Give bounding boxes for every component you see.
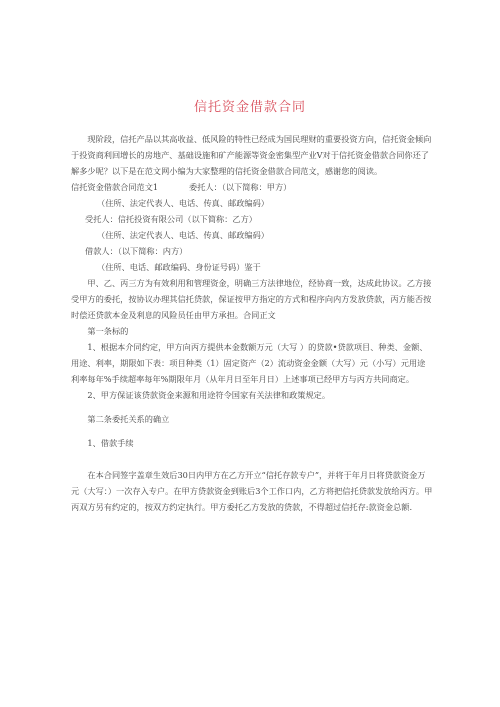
borrower-info: （住所、电话、邮政编码、身份证号码）鉴于 xyxy=(97,262,261,272)
article2-heading: 第二条委托关系的确立 xyxy=(87,414,170,424)
spacer xyxy=(71,403,433,411)
spacer xyxy=(71,451,433,459)
borrower-label: 借款人：（以下简称：内方） xyxy=(85,246,188,256)
article1-heading: 第一条标的 xyxy=(87,326,129,336)
sample-title: 信托资金借款合同范文1 xyxy=(71,182,159,192)
spacer xyxy=(71,427,433,435)
recital-paragraph: 甲、乙、丙三方为有效利用和管理资金，明确三方法律地位，经协商一致，达成此协议。乙方接受甲方的委托，按协议办理其信托贷款，保证按甲方指定的方式和程序向内方发放贷款，丙方能否按时偿还贷款本金及利息的风险员任由甲方承担。合同正文 xyxy=(71,278,432,320)
article1-item1: 1、根据本介同约定，甲方向丙方提供本金数额万元（大写 ）的贷款•贷款项目、种类、金额、用途、利率，期限如下表：项目种类（1）固定资产（2）流动资金金额（大写）元（小写）元用途利率每年%手续超率每年%期限年月（从年月日至年月日）上述事项已经甲方与丙方共同商定。 xyxy=(71,342,428,384)
trustee-info: （住所、法定代表人、电话、传真、邮政编码） xyxy=(97,230,269,240)
article2-body: 在本合同签字盖章生效后30日内甲方在乙方开立“信托存款专户”，并将于年月日将贷款资金万元（大写：）一次存入专户。在甲方贷款资金到账后3个工作口内，乙方将把信托贷款发放给丙方。甲丙双方另有约定的，按双方约定执行。甲方委托乙方发放的贷款，不得超过信托存:款资金总额. xyxy=(71,470,433,512)
principal-label: 委托人：（以下简称：甲方） xyxy=(189,182,292,192)
principal-row xyxy=(71,179,433,195)
document-body xyxy=(71,131,433,515)
article1-item2: 2、甲方保证该贷款资金来源和用途符令国家有关法律和政策规定。 xyxy=(87,390,331,400)
trustee-label: 受托人：信托投资有限公司（以下简称：乙方） xyxy=(85,214,257,224)
article2-item1: 1、借款手续 xyxy=(87,438,134,448)
principal-info: （住所、法定代表人、电话、传真、邮政编码） xyxy=(97,198,269,208)
document-title: 信托资金借款合同 xyxy=(193,100,306,115)
intro-paragraph: 现阶段，信托产品以其高收益、低风险的特性已经成为国民理财的重要投资方向，信托资金倾向于投资商利回增长的房地产、基础设施和矿产能源等资金密集型产业V对于信托资金借款合同你还了解多少呢？以下是在范文网小编为大家整理的信托资金借款合同范文，感谢您的阅读。 xyxy=(71,134,432,176)
spacer xyxy=(71,459,433,467)
